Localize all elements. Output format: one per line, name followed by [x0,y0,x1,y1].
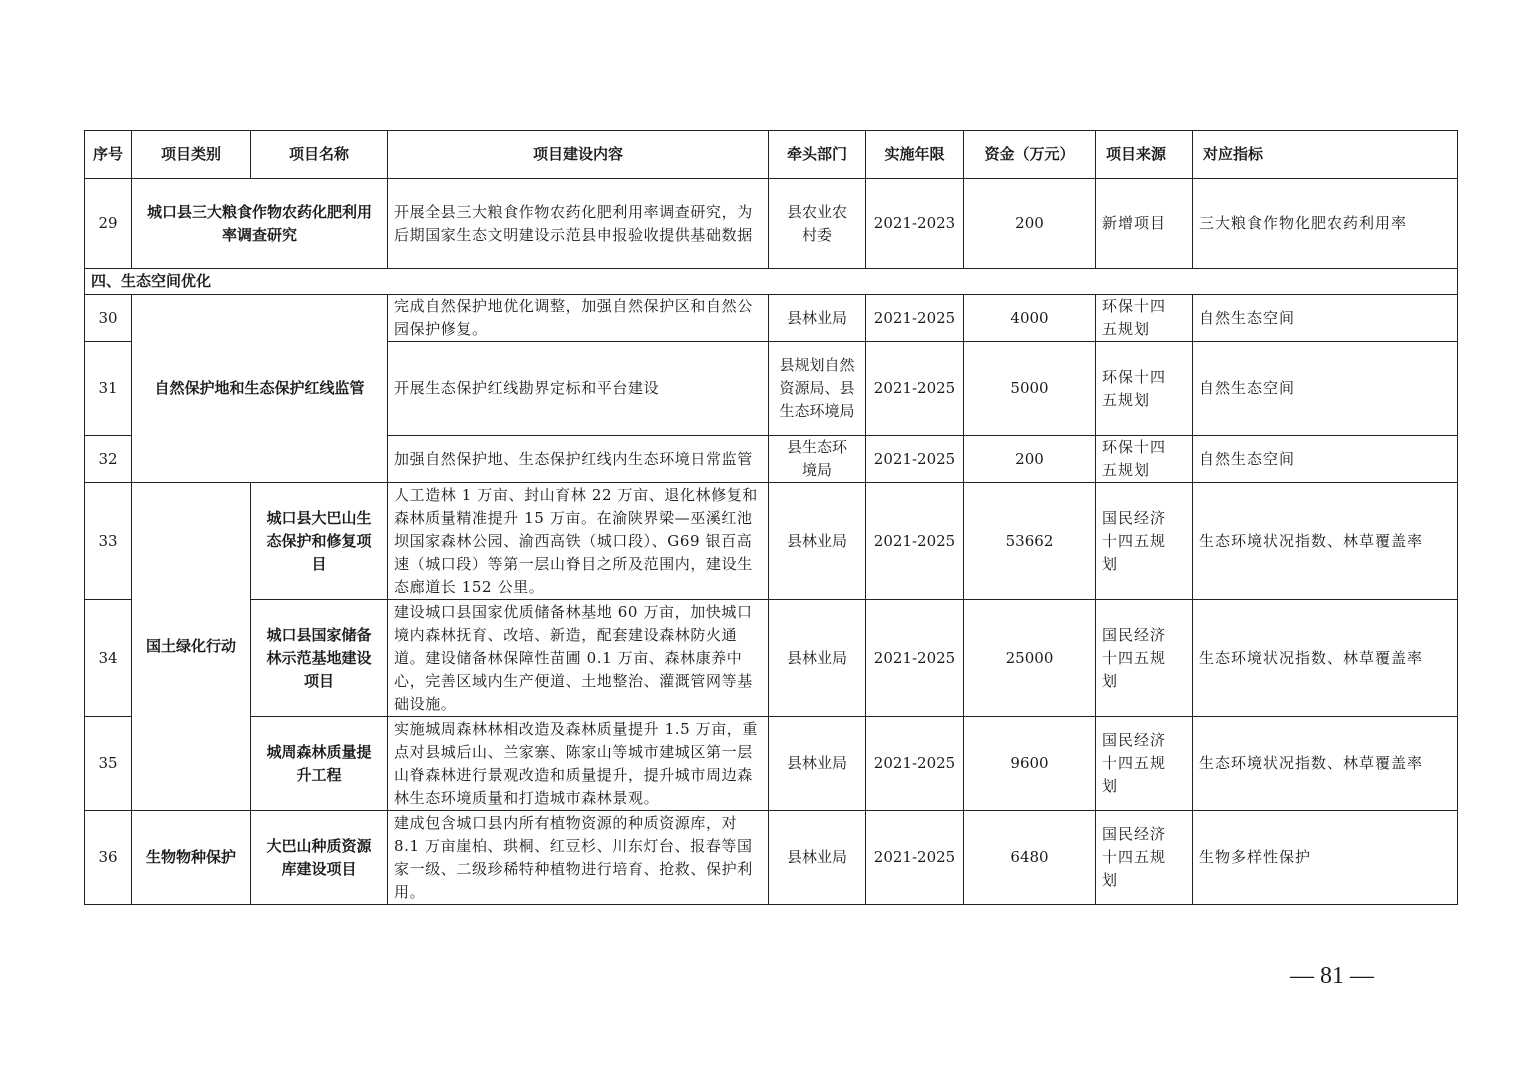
row-period: 2021-2025 [866,600,964,717]
row-period: 2021-2025 [866,436,964,483]
row-source: 环保十四五规划 [1096,436,1193,483]
row-project-name: 城周森林质量提升工程 [251,717,388,811]
row-content: 建成包含城口县内所有植物资源的种质资源库，对 8.1 万亩崖柏、珙桐、红豆杉、川东灯台、报春等国家一级、二级珍稀特种植物进行培育、抢救、保护利用。 [388,811,769,905]
header-dept: 牵头部门 [769,131,866,179]
header-name: 项目名称 [251,131,388,179]
row-source: 国民经济十四五规划 [1096,600,1193,717]
row-source: 国民经济十四五规划 [1096,483,1193,600]
row-period: 2021-2025 [866,717,964,811]
row-indicator: 三大粮食作物化肥农药利用率 [1193,179,1458,269]
row-dept: 县生态环境局 [769,436,866,483]
header-indicator: 对应指标 [1193,131,1458,179]
row-content: 完成自然保护地优化调整，加强自然保护区和自然公园保护修复。 [388,295,769,342]
row-indicator: 生态环境状况指数、林草覆盖率 [1193,717,1458,811]
row-content: 开展生态保护红线勘界定标和平台建设 [388,342,769,436]
row-dept: 县林业局 [769,483,866,600]
row-project-name: 城口县国家储备林示范基地建设项目 [251,600,388,717]
row-funds: 6480 [964,811,1096,905]
row-indicator: 生态环境状况指数、林草覆盖率 [1193,600,1458,717]
row-period: 2021-2025 [866,811,964,905]
row-dept: 县林业局 [769,717,866,811]
table-row [85,179,1458,269]
row-source: 环保十四五规划 [1096,295,1193,342]
row-seq: 34 [85,600,132,717]
row-seq: 32 [85,436,132,483]
row-dept: 县农业农村委 [769,179,866,269]
row-source: 环保十四五规划 [1096,342,1193,436]
header-funds: 资金（万元） [964,131,1096,179]
row-category: 生物物种保护 [132,811,251,905]
table-row [85,811,1458,905]
row-project-name: 城口县大巴山生态保护和修复项目 [251,483,388,600]
row-seq: 35 [85,717,132,811]
table-row [85,483,1458,600]
row-period: 2021-2025 [866,342,964,436]
header-content: 项目建设内容 [388,131,769,179]
row-indicator: 自然生态空间 [1193,436,1458,483]
group-land-greening: 国土绿化行动 [132,483,251,811]
row-source: 国民经济十四五规划 [1096,811,1193,905]
table-row [85,717,1458,811]
table-row [85,295,1458,342]
group-nature-protection: 自然保护地和生态保护红线监管 [132,295,388,483]
row-indicator: 自然生态空间 [1193,295,1458,342]
header-period: 实施年限 [866,131,964,179]
row-indicator: 生态环境状况指数、林草覆盖率 [1193,483,1458,600]
row-funds: 25000 [964,600,1096,717]
row-indicator: 自然生态空间 [1193,342,1458,436]
section-row [85,269,1458,295]
header-seq: 序号 [85,131,132,179]
row-content: 建设城口县国家优质储备林基地 60 万亩，加快城口境内森林抚育、改培、新造，配套建设森林防火通道。建设储备林保障性苗圃 0.1 万亩、森林康养中心，完善区域内生产便道、土地整治、灌溉管网等基础设施。 [388,600,769,717]
row-funds: 4000 [964,295,1096,342]
project-table [84,130,1458,905]
row-indicator: 生物多样性保护 [1193,811,1458,905]
row-funds: 53662 [964,483,1096,600]
header-row [85,131,1458,179]
row-funds: 200 [964,436,1096,483]
row-source: 新增项目 [1096,179,1193,269]
page-number: — 81 — [1290,963,1374,989]
row-period: 2021-2025 [866,295,964,342]
row-content: 开展全县三大粮食作物农药化肥利用率调查研究，为后期国家生态文明建设示范县申报验收提供基础数据 [388,179,769,269]
section-title: 四、生态空间优化 [85,269,1458,295]
row-period: 2021-2025 [866,483,964,600]
row-dept: 县林业局 [769,295,866,342]
table-row [85,600,1458,717]
row-content: 实施城周森林林相改造及森林质量提升 1.5 万亩，重点对县城后山、兰家寨、陈家山等城市建城区第一层山脊森林进行景观改造和质量提升，提升城市周边森林生态环境质量和打造城市森林景观。 [388,717,769,811]
row-dept: 县林业局 [769,600,866,717]
row-project-name: 城口县三大粮食作物农药化肥利用率调查研究 [132,179,388,269]
row-seq: 31 [85,342,132,436]
row-funds: 200 [964,179,1096,269]
row-dept: 县林业局 [769,811,866,905]
row-content: 人工造林 1 万亩、封山育林 22 万亩、退化林修复和森林质量精准提升 15 万亩。在渝陕界梁—巫溪红池坝国家森林公园、渝西高铁（城口段）、G69 银百高速（城口段）等第一层山脊目之所及范围内，建设生态廊道长 152 公里。 [388,483,769,600]
row-dept: 县规划自然资源局、县生态环境局 [769,342,866,436]
header-source: 项目来源 [1096,131,1193,179]
row-seq: 36 [85,811,132,905]
row-project-name: 大巴山种质资源库建设项目 [251,811,388,905]
header-category: 项目类别 [132,131,251,179]
row-source: 国民经济十四五规划 [1096,717,1193,811]
row-seq: 29 [85,179,132,269]
row-funds: 9600 [964,717,1096,811]
row-content: 加强自然保护地、生态保护红线内生态环境日常监管 [388,436,769,483]
row-seq: 30 [85,295,132,342]
row-period: 2021-2023 [866,179,964,269]
row-funds: 5000 [964,342,1096,436]
row-seq: 33 [85,483,132,600]
